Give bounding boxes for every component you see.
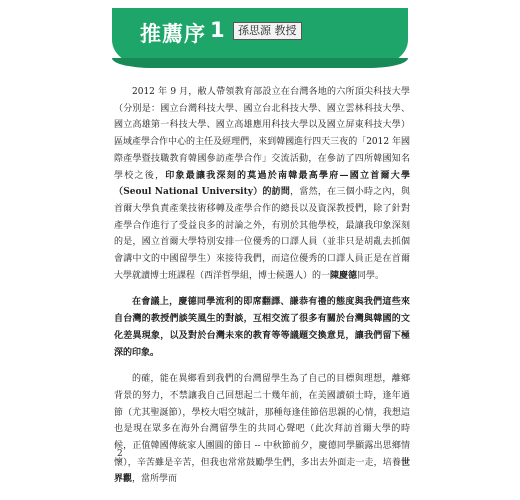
p1-text: 2012 年 9 月，敝人帶領教育部設立在台灣各地的六所頂尖科技大學（分別是：國立台灣科技大學、國立台北科技大學、國立雲林科技大學、國立高雄第一科技大學、國立高雄應用科技大學以及國立屏東科技大學）區域產學合作中心的主任及經理們，來到韓國進行四天三夜的「2012 年國際產學暨技職教育韓國參訪產學合作」交流活動，在參訪了四所韓國知名學校之後，: [114, 87, 410, 181]
body-text: [114, 84, 410, 488]
page-number: 2: [117, 449, 123, 459]
chapter-number: 1: [210, 18, 225, 42]
p1-name: 陳慶德: [330, 270, 358, 281]
p3-text: 的確，能在異鄉看到我們的台灣留學生為了自己的目標與理想，離鄉背景的努力，不禁讓我自己回想起二十幾年前，在美國讀碩士時，逢年過節（尤其聖誕節），學校大唱空城計，那種每逢佳節倍思親的心情，我想這也是現在眾多在海外台灣留學生的共同心聲吧（此次拜訪首爾大學的時候，正值韓國傳統家人團圓的節日 -- 中秋節前夕，慶德同學顯露出思鄉情懷），辛苦雖是辛苦，但我也常常鼓勵學生們，多出去外面走一走，培養: [114, 374, 410, 468]
p1-emphasis: 印象最讓我深刻的莫過於南韓最高學府—國立首爾大學（Seoul National University）的訪問: [114, 170, 410, 198]
paragraph-1: [114, 84, 410, 284]
p3-text-end: ，當所學而: [132, 474, 178, 485]
paragraph-3: [114, 371, 410, 488]
paragraph-2: 在會議上，慶德同學流利的即席翻譯、謙恭有禮的態度與我們這些來自台灣的教授們談笑風生的對談，互相交流了很多有關於台灣與韓國的文化差異現象，以及對於台灣未來的教育等等議題交換意見，讓我們留下極深的印象。: [114, 297, 410, 358]
chapter-title: 推薦序: [140, 22, 206, 46]
p1-text-end: 同學。: [357, 270, 385, 281]
author-label: 孫思源 教授: [233, 22, 302, 40]
p3-emphasis: 世界觀: [114, 457, 410, 485]
p1-text-cont: ，當然，在三個小時之內，與首爾大學負責產業技術移轉及產學合作的總長以及資深教授們，除了針對產學合作進行了受益良多的討論之外，有別於其他學校，最讓我印象深刻的是，國立首爾大學特別安排一位優秀的口譯人員（並非只是胡亂去抓個會講中文的中國留學生）來接待我們，而這位優秀的口譯人員正是在首爾大學就讀博士班課程（西洋哲學組，博士候選人）的一: [114, 187, 410, 281]
